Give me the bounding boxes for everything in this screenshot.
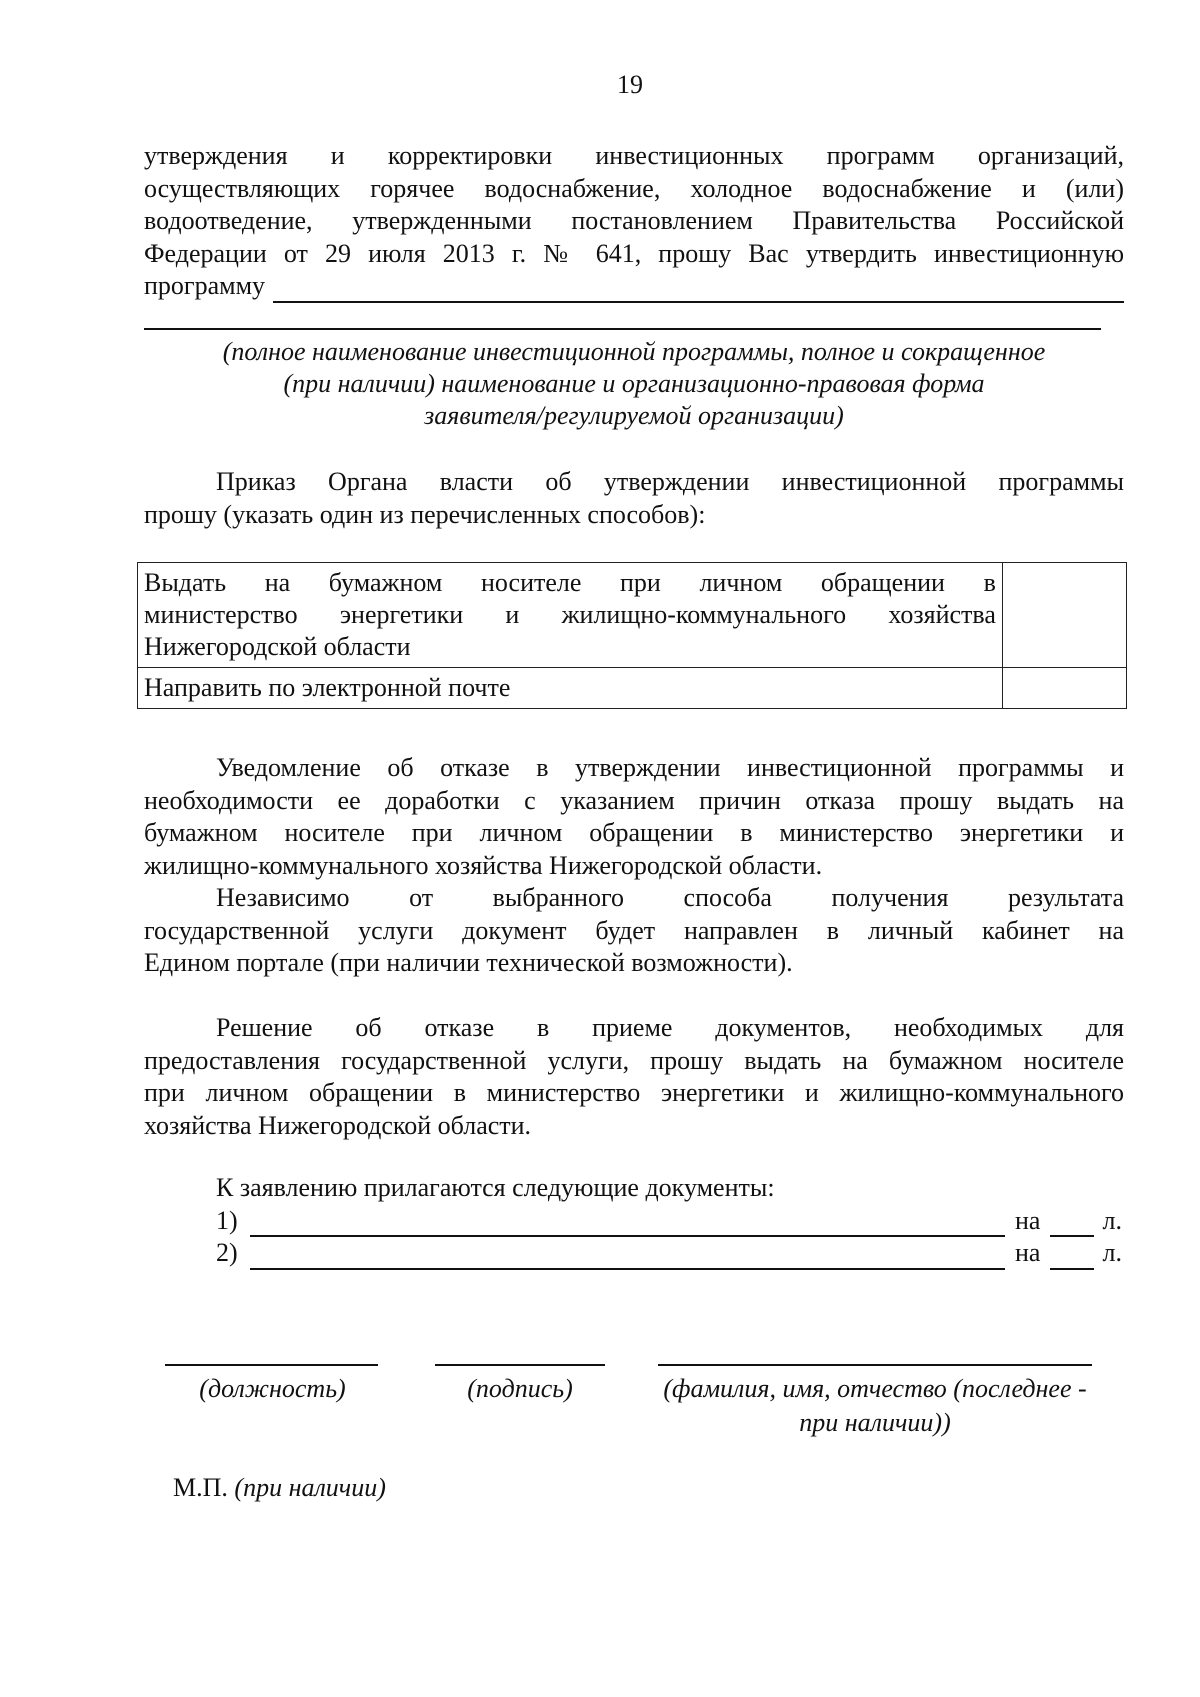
name-caption-line: (фамилия, имя, отчество (последнее - xyxy=(663,1374,1087,1403)
attachment-item xyxy=(216,1237,1124,1270)
refusal-line: предоставления государственной услуги, прошу выдать на бумажном носителе xyxy=(144,1045,1124,1075)
caption-line: (полное наименование инвестиционной программы, полное и сокращенное xyxy=(222,337,1046,366)
sign-signature-line[interactable] xyxy=(435,1364,605,1366)
notice-line: необходимости ее доработки с указанием причин отказа прошу выдать на xyxy=(144,785,1124,815)
name-signature-line[interactable] xyxy=(658,1364,1092,1366)
independent-line: Независимо от выбранного способа получения результата xyxy=(216,883,1124,912)
attachments-section xyxy=(144,1172,1124,1270)
attachment-number: 1) xyxy=(216,1205,238,1235)
option-line: Выдать на бумажном носителе при личном обращении в xyxy=(144,568,996,597)
intro-line: Федерации от 29 июля 2013 г. № 641, прошу Вас утвердить инвестиционную xyxy=(144,238,1124,268)
notice-line: Уведомление об отказе в утверждении инвестиционной программы и xyxy=(216,753,1124,782)
position-caption: (должность) xyxy=(199,1374,346,1403)
refusal-paragraph xyxy=(144,1012,1124,1142)
attachment-na-label: на xyxy=(1015,1205,1041,1235)
option-email-text xyxy=(138,668,1003,709)
notice-line: бумажном носителе при личном обращении в министерство энергетики и xyxy=(144,818,1124,847)
name-caption xyxy=(640,1372,1110,1440)
attachment-pages-field[interactable] xyxy=(1050,1210,1094,1237)
option-paper-checkbox[interactable] xyxy=(1002,563,1126,668)
attachment-pages-field[interactable] xyxy=(1050,1243,1094,1270)
position-signature-line[interactable] xyxy=(165,1364,378,1366)
intro-line: водоотведение, утвержденными постановлением Правительства Российской xyxy=(144,206,1124,235)
independent-line: Едином портале (при наличии технической возможности). xyxy=(144,948,793,977)
caption-line: заявителя/регулируемой организации) xyxy=(424,401,844,430)
caption-line: (при наличии) наименование и организационно-правовая форма xyxy=(283,369,985,398)
program-caption xyxy=(144,336,1124,432)
option-paper-text xyxy=(138,563,1003,668)
refusal-line: при личном обращении в министерство энергетики и жилищно-коммунального xyxy=(144,1078,1124,1107)
independent-paragraph xyxy=(144,882,1124,980)
order-line: Приказ Органа власти об утверждении инвестиционной программы xyxy=(216,467,1124,496)
table-row xyxy=(138,563,1127,668)
program-name-underline-2[interactable] xyxy=(144,328,1101,330)
intro-paragraph xyxy=(144,140,1124,303)
option-line: Направить по электронной почте xyxy=(144,673,511,702)
intro-line: утверждения и корректировки инвестиционных программ организаций, xyxy=(144,141,1124,170)
refusal-line: хозяйства Нижегородской области. xyxy=(144,1110,532,1140)
attachment-pages-label: л. xyxy=(1102,1205,1122,1235)
attachment-name-field[interactable] xyxy=(250,1210,1005,1237)
attachment-name-field[interactable] xyxy=(250,1243,1005,1270)
attachments-heading: К заявлению прилагаются следующие документы: xyxy=(216,1173,775,1202)
independent-line: государственной услуги документ будет направлен в личный кабинет на xyxy=(144,915,1124,945)
stamp-mark xyxy=(173,1473,386,1503)
option-line: Нижегородской области xyxy=(144,632,411,661)
delivery-options-table xyxy=(137,562,1127,709)
notice-paragraph xyxy=(144,752,1124,882)
refusal-line: Решение об отказе в приеме документов, необходимых для xyxy=(216,1013,1124,1042)
program-name-underline[interactable] xyxy=(273,276,1124,303)
attachment-na-label: на xyxy=(1015,1238,1041,1267)
order-paragraph xyxy=(144,466,1124,531)
option-email-checkbox[interactable] xyxy=(1002,668,1126,709)
notice-line: жилищно-коммунального хозяйства Нижегородской области. xyxy=(144,850,823,880)
table-row xyxy=(138,668,1127,709)
sign-caption: (подпись) xyxy=(467,1374,573,1403)
attachment-pages-label: л. xyxy=(1102,1238,1122,1267)
program-label: программу xyxy=(144,271,266,300)
name-caption-line: при наличии)) xyxy=(799,1408,951,1437)
intro-line: осуществляющих горячее водоснабжение, холодное водоснабжение и (или) xyxy=(144,173,1124,203)
order-line: прошу (указать один из перечисленных способов): xyxy=(144,499,706,529)
stamp-label: М.П. xyxy=(173,1473,228,1502)
attachment-item xyxy=(216,1205,1124,1238)
option-line: министерство энергетики и жилищно-коммунального хозяйства xyxy=(144,600,996,629)
program-name-field[interactable] xyxy=(144,270,1124,303)
stamp-note: (при наличии) xyxy=(234,1473,386,1502)
page-number: 19 xyxy=(617,70,643,99)
attachment-number: 2) xyxy=(216,1238,238,1267)
